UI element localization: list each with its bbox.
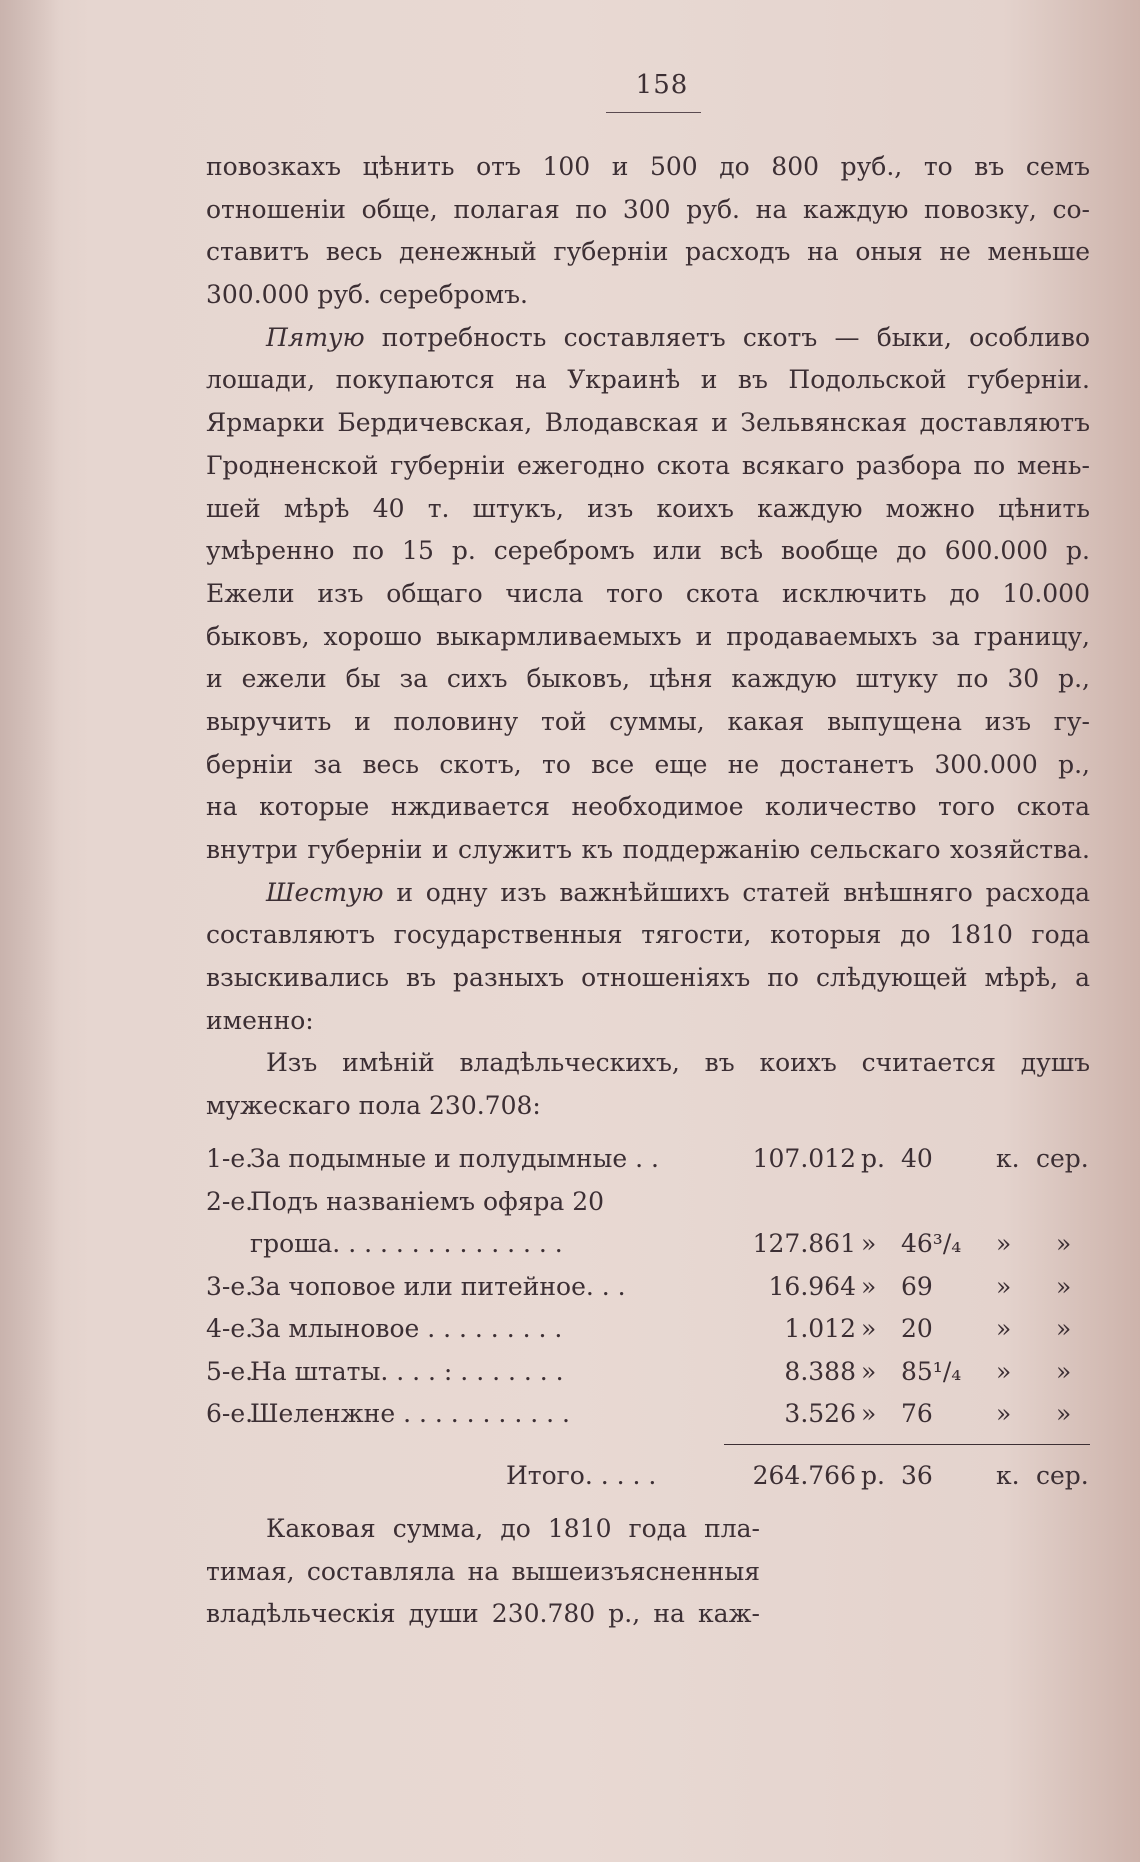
text-line: бернiи за весь скотъ, то все еще не достанетъ 300.000 р., <box>206 749 1090 779</box>
text-line: именно: <box>206 1005 314 1035</box>
text-line: мужескаго пола 230.708: <box>206 1091 541 1121</box>
ledger-item-label: Шеленжне . . . . . . . . . . . <box>250 1399 570 1428</box>
ledger-total-kopecks: 36 <box>901 1461 933 1490</box>
ledger-amount-value: 3.526 <box>784 1399 856 1428</box>
ledger-amount-value: 16.964 <box>768 1271 856 1301</box>
ledger-ser: » <box>1056 1399 1072 1428</box>
ledger-item-label: За чоповое или питейное. . . <box>250 1271 626 1301</box>
ledger-total-row <box>206 1454 1090 1498</box>
page-number-rule <box>606 112 701 113</box>
page-spine-shadow <box>0 0 60 1862</box>
text-line: владѣльческiя души 230.780 р., на каж- <box>206 1599 760 1629</box>
text-line: лошади, покупаются на Украинѣ и въ Подольской губернiи. <box>206 365 1090 395</box>
text-line: внутри губернiи и служитъ къ поддержанiю сельскаго хозяйства. <box>206 835 1090 864</box>
ledger-kopecks: 69 <box>901 1271 933 1301</box>
ledger-rub: » <box>861 1229 877 1258</box>
ledger-rub: » <box>861 1314 877 1343</box>
ledger-total-amount: 264.766 <box>752 1461 856 1490</box>
ledger-k: » <box>996 1314 1012 1343</box>
duties-ledger <box>206 1138 1090 1436</box>
ledger-row <box>206 1181 1090 1224</box>
ledger-total-ser: сер. <box>1036 1461 1089 1490</box>
text-line: Ярмарки Бердичевская, Влодавская и Зельвянская доставляютъ <box>206 408 1090 438</box>
paragraph-taxes-first-line <box>206 872 1090 915</box>
ledger-row <box>206 1393 1090 1436</box>
ledger-amount-value: 107.012 <box>752 1144 856 1173</box>
paragraph-continuation <box>206 146 1090 1128</box>
ledger-k: » <box>996 1356 1012 1386</box>
emphasis-word: Пятую <box>266 322 365 352</box>
ledger-item-number: 2-е. <box>206 1186 254 1216</box>
text-line: отношенiи обще, полагая по 300 руб. на каждую повозку, со- <box>206 194 1090 224</box>
ledger-k: » <box>996 1399 1012 1428</box>
paragraph-livestock-first-line <box>206 317 1090 360</box>
ledger-amount-value: 1.012 <box>784 1314 856 1343</box>
ledger-rub: » <box>861 1356 877 1386</box>
ledger-ser: » <box>1056 1356 1072 1386</box>
ledger-rub: р. <box>861 1144 885 1173</box>
ledger-kopecks: 40 <box>901 1144 933 1173</box>
ledger-row <box>206 1308 1090 1351</box>
text-line: повозкахъ цѣнить отъ 100 и 500 до 800 руб., то въ семъ <box>206 152 1090 181</box>
text-line: Гродненской губернiи ежегодно скота всякаго разбора по мень- <box>206 450 1090 480</box>
text-line: умѣренно по 15 р. серебромъ или всѣ вообще до 600.000 р. <box>206 536 1090 566</box>
ledger-item-label: За млыновое . . . . . . . . . <box>250 1314 563 1343</box>
ledger-k: к. <box>996 1144 1020 1173</box>
text-line: и одну изъ важнѣйшихъ статей внѣшняго расхода <box>383 877 1090 907</box>
ledger-row <box>206 1138 1090 1181</box>
text-line: взыскивались въ разныхъ отношенiяхъ по слѣдующей мѣрѣ, а <box>206 963 1090 993</box>
ledger-ser: » <box>1056 1314 1072 1343</box>
text-line: потребность составляетъ скотъ — быки, особливо <box>364 322 1090 352</box>
ledger-item-label: гроша. . . . . . . . . . . . . . . <box>250 1229 563 1258</box>
ledger-ser: сер. <box>1036 1144 1089 1173</box>
text-line: шей мѣрѣ 40 т. штукъ, изъ коихъ каждую можно цѣнить <box>206 493 1090 523</box>
ledger-rub: » <box>861 1271 877 1301</box>
ledger-rub: » <box>861 1399 877 1428</box>
text-line: Ежели изъ общаго числа того скота исключить до 10.000 <box>206 578 1090 608</box>
ledger-row <box>206 1266 1090 1309</box>
paragraph-tail <box>206 1508 760 1636</box>
ledger-amount-value: 8.388 <box>784 1356 856 1386</box>
ledger-item-number: 1-е. <box>206 1144 254 1173</box>
ledger-item-label: На штаты. . . . : . . . . . . . <box>250 1356 564 1386</box>
text-line: и ежели бы за сихъ быковъ, цѣня каждую штуку по 30 р., <box>206 664 1090 694</box>
text-line: тимая, составляла на вышеизъясненныя <box>206 1556 760 1586</box>
text-line: быковъ, хорошо выкармливаемыхъ и продаваемыхъ за границу, <box>206 621 1090 651</box>
ledger-kopecks: 85¹/₄ <box>901 1356 962 1386</box>
ledger-item-number: 6-е. <box>206 1399 254 1428</box>
ledger-item-number: 5-е. <box>206 1356 254 1386</box>
ledger-kopecks: 46³/₄ <box>901 1229 962 1258</box>
text-line: ставитъ весь денежный губернiи расходъ на оныя не меньше <box>206 237 1090 267</box>
ledger-ser: » <box>1056 1229 1072 1258</box>
emphasis-word: Шестую <box>266 877 384 907</box>
ledger-ser: » <box>1056 1271 1072 1301</box>
text-line: Каковая сумма, до 1810 года пла- <box>266 1514 760 1543</box>
text-line: выручить и половину той суммы, какая выпущена изъ гу- <box>206 706 1090 736</box>
ledger-k: » <box>996 1229 1012 1258</box>
page-number: 158 <box>635 70 689 100</box>
ledger-amount <box>726 1138 856 1181</box>
text-line: 300.000 руб. серебромъ. <box>206 280 528 310</box>
ledger-total-rub: р. <box>861 1461 885 1490</box>
ledger-total-k: к. <box>996 1461 1020 1490</box>
ledger-kopecks: 20 <box>901 1314 933 1343</box>
sum-rule <box>724 1444 1090 1445</box>
ledger-row <box>206 1351 1090 1394</box>
ledger-item-number: 3-е. <box>206 1271 254 1301</box>
ledger-total-label: Итого. . . . . <box>506 1461 657 1490</box>
text-line: на которые нждивается необходимое количество того скота <box>206 792 1090 822</box>
ledger-item-label: Подъ названiемъ офяра 20 <box>250 1186 605 1216</box>
ledger-kopecks: 76 <box>901 1399 933 1428</box>
ledger-row <box>206 1223 1090 1266</box>
text-line: Изъ имѣнiй владѣльческихъ, въ коихъ считается душъ <box>266 1048 1090 1078</box>
ledger-item-number: 4-е. <box>206 1314 254 1343</box>
text-line: составляютъ государственныя тягости, которыя до 1810 года <box>206 920 1090 950</box>
ledger-amount-value: 127.861 <box>752 1229 856 1258</box>
ledger-item-label: За подымные и полудымные . . <box>250 1144 659 1173</box>
ledger-k: » <box>996 1271 1012 1301</box>
